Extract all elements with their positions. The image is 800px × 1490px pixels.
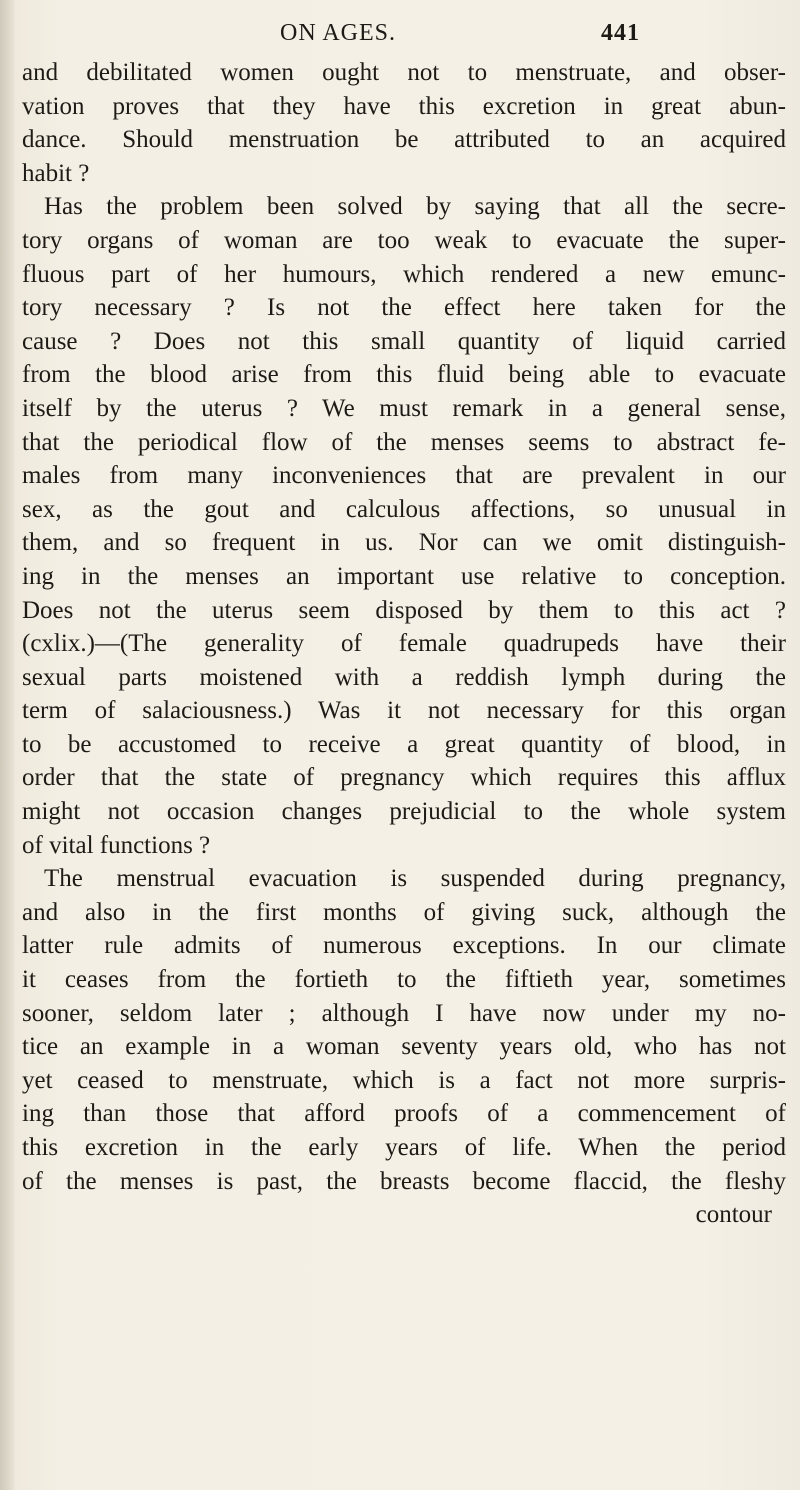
text-line: sooner, seldom later ; although I have now under my no-: [22, 999, 786, 1027]
running-head: [280, 14, 640, 54]
text-line: and also in the first months of giving suck, although the: [22, 898, 786, 926]
catchword: contour: [695, 1201, 772, 1229]
text-line: from the blood arise from this fluid being able to evacuate: [22, 361, 786, 389]
text-line: habit ?: [22, 159, 90, 187]
page-number: 441: [601, 20, 640, 46]
text-line: cause ? Does not this small quantity of liquid carried: [22, 327, 786, 355]
text-line: fluous part of her humours, which rendered a new emunc-: [22, 260, 786, 288]
text-line: yet ceased to menstruate, which is a fact not more surpris-: [22, 1066, 786, 1094]
text-line: The menstrual evacuation is suspended during pregnancy,: [44, 865, 786, 893]
text-line: ing in the menses an important use relative to conception.: [22, 562, 786, 590]
text-line: order that the state of pregnancy which requires this afflux: [22, 764, 786, 792]
text-line: might not occasion changes prejudicial to the whole system: [22, 798, 786, 826]
text-line: term of salaciousness.) Was it not necessary for this organ: [22, 697, 786, 725]
running-title: ON AGES.: [280, 20, 397, 46]
text-line: of vital functions ?: [22, 831, 211, 859]
body-text: [22, 56, 786, 1232]
text-line: them, and so frequent in us. Nor can we omit distinguish-: [22, 529, 786, 557]
text-line: Does not the uterus seem disposed by them to this act ?: [22, 596, 786, 624]
text-line: ing than those that afford proofs of a commencement of: [22, 1100, 786, 1128]
text-line: to be accustomed to receive a great quantity of blood, in: [22, 730, 786, 758]
text-line: sexual parts moistened with a reddish lymph during the: [22, 663, 786, 691]
text-line: latter rule admits of numerous exceptions. In our climate: [22, 932, 786, 960]
text-line: this excretion in the early years of life. When the period: [22, 1134, 786, 1161]
text-line: males from many inconveniences that are prevalent in our: [22, 462, 786, 490]
text-line: tice an example in a woman seventy years old, who has not: [22, 1033, 786, 1061]
text-line: tory necessary ? Is not the effect here taken for the: [22, 294, 786, 322]
text-line: it ceases from the fortieth to the fiftieth year, sometimes: [22, 966, 786, 994]
page-gutter-shadow: [0, 0, 14, 1490]
text-line: (cxlix.)—(The generality of female quadrupeds have their: [22, 630, 786, 658]
text-line: and debilitated women ought not to menstruate, and obser-: [22, 59, 786, 86]
text-line: sex, as the gout and calculous affections, so unusual in: [22, 495, 786, 523]
text-line: vation proves that they have this excretion in great abun-: [22, 92, 786, 120]
text-line: Has the problem been solved by saying that all the secre-: [44, 193, 786, 221]
text-line: dance. Should menstruation be attributed to an acquired: [22, 126, 786, 154]
text-line: that the periodical flow of the menses seems to abstract fe-: [22, 428, 786, 456]
text-line: itself by the uterus ? We must remark in a general sense,: [22, 394, 786, 422]
text-line: of the menses is past, the breasts become flaccid, the fleshy: [22, 1167, 786, 1195]
text-line: tory organs of woman are too weak to evacuate the super-: [22, 226, 786, 254]
